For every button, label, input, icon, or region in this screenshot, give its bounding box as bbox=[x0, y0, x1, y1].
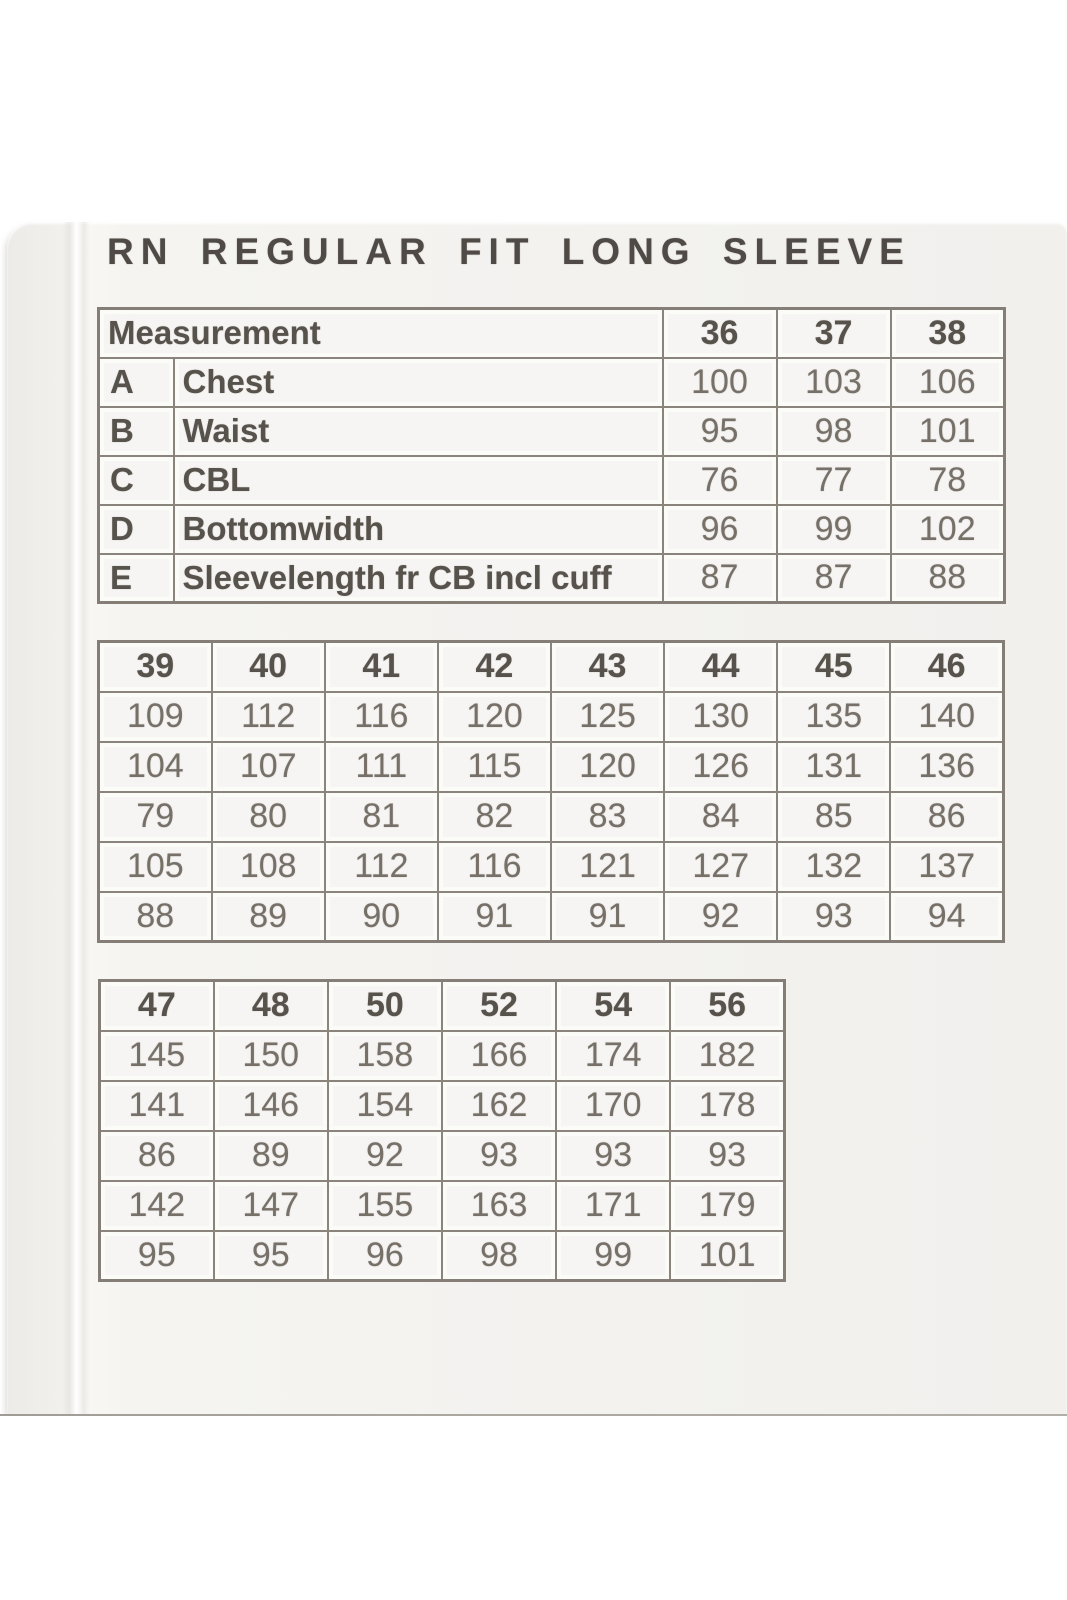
value-cell: 179 bbox=[670, 1181, 784, 1231]
size-header-cell: 40 bbox=[212, 642, 325, 692]
measurement-row bbox=[99, 505, 1005, 554]
value-cell: 95 bbox=[100, 1231, 214, 1281]
value-cell: 132 bbox=[777, 842, 890, 892]
value-row bbox=[99, 892, 1004, 942]
value-cell: 89 bbox=[214, 1131, 328, 1181]
value-cell: 130 bbox=[664, 692, 777, 742]
header-row bbox=[99, 309, 1005, 358]
size-header-cell: 46 bbox=[890, 642, 1003, 692]
value-cell: 100 bbox=[663, 358, 777, 407]
value-cell: 103 bbox=[777, 358, 891, 407]
value-cell: 99 bbox=[556, 1231, 670, 1281]
measurement-name: Bottomwidth bbox=[174, 505, 663, 554]
value-cell: 136 bbox=[890, 742, 1003, 792]
value-cell: 92 bbox=[328, 1131, 442, 1181]
value-cell: 82 bbox=[438, 792, 551, 842]
measurement-name: Waist bbox=[174, 407, 663, 456]
value-cell: 126 bbox=[664, 742, 777, 792]
value-cell: 142 bbox=[100, 1181, 214, 1231]
value-cell: 116 bbox=[438, 842, 551, 892]
value-row bbox=[100, 1231, 785, 1281]
value-cell: 140 bbox=[890, 692, 1003, 742]
measurement-row bbox=[99, 358, 1005, 407]
value-cell: 137 bbox=[890, 842, 1003, 892]
measurement-row bbox=[99, 407, 1005, 456]
measurement-code: A bbox=[99, 358, 174, 407]
value-cell: 105 bbox=[99, 842, 212, 892]
value-cell: 170 bbox=[556, 1081, 670, 1131]
value-cell: 109 bbox=[99, 692, 212, 742]
value-cell: 98 bbox=[442, 1231, 556, 1281]
value-cell: 108 bbox=[212, 842, 325, 892]
value-cell: 162 bbox=[442, 1081, 556, 1131]
value-cell: 106 bbox=[891, 358, 1005, 407]
value-cell: 85 bbox=[777, 792, 890, 842]
size-header-cell: 37 bbox=[777, 309, 891, 358]
value-cell: 120 bbox=[438, 692, 551, 742]
value-cell: 91 bbox=[551, 892, 664, 942]
value-cell: 95 bbox=[663, 407, 777, 456]
value-cell: 171 bbox=[556, 1181, 670, 1231]
measurement-name: Sleevelength fr CB incl cuff bbox=[174, 554, 663, 603]
value-row bbox=[99, 792, 1004, 842]
value-cell: 88 bbox=[891, 554, 1005, 603]
value-cell: 79 bbox=[99, 792, 212, 842]
white-background-area bbox=[0, 1416, 1067, 1600]
value-cell: 98 bbox=[777, 407, 891, 456]
measurement-header: Measurement bbox=[99, 309, 663, 358]
value-cell: 90 bbox=[325, 892, 438, 942]
value-cell: 86 bbox=[890, 792, 1003, 842]
value-cell: 125 bbox=[551, 692, 664, 742]
value-cell: 155 bbox=[328, 1181, 442, 1231]
value-cell: 87 bbox=[777, 554, 891, 603]
value-cell: 163 bbox=[442, 1181, 556, 1231]
value-cell: 115 bbox=[438, 742, 551, 792]
size-table-39-46 bbox=[97, 640, 1005, 943]
value-cell: 154 bbox=[328, 1081, 442, 1131]
value-cell: 81 bbox=[325, 792, 438, 842]
size-header-cell: 39 bbox=[99, 642, 212, 692]
size-header-cell: 38 bbox=[891, 309, 1005, 358]
value-cell: 96 bbox=[663, 505, 777, 554]
value-cell: 83 bbox=[551, 792, 664, 842]
value-cell: 88 bbox=[99, 892, 212, 942]
value-cell: 178 bbox=[670, 1081, 784, 1131]
value-cell: 112 bbox=[212, 692, 325, 742]
value-cell: 89 bbox=[212, 892, 325, 942]
size-header-cell: 50 bbox=[328, 981, 442, 1031]
measurement-code: D bbox=[99, 505, 174, 554]
measurement-row bbox=[99, 456, 1005, 505]
value-cell: 120 bbox=[551, 742, 664, 792]
value-cell: 86 bbox=[100, 1131, 214, 1181]
size-header-cell: 48 bbox=[214, 981, 328, 1031]
value-cell: 78 bbox=[891, 456, 1005, 505]
size-table-36-38 bbox=[97, 307, 1006, 604]
value-cell: 112 bbox=[325, 842, 438, 892]
size-header-cell: 54 bbox=[556, 981, 670, 1031]
value-cell: 93 bbox=[670, 1131, 784, 1181]
value-cell: 77 bbox=[777, 456, 891, 505]
measurement-code: B bbox=[99, 407, 174, 456]
value-cell: 93 bbox=[777, 892, 890, 942]
size-header-cell: 45 bbox=[777, 642, 890, 692]
measurement-code: C bbox=[99, 456, 174, 505]
value-cell: 111 bbox=[325, 742, 438, 792]
measurement-name: Chest bbox=[174, 358, 663, 407]
value-cell: 158 bbox=[328, 1031, 442, 1081]
value-cell: 93 bbox=[556, 1131, 670, 1181]
value-cell: 150 bbox=[214, 1031, 328, 1081]
value-cell: 96 bbox=[328, 1231, 442, 1281]
size-header-cell: 47 bbox=[100, 981, 214, 1031]
header-row bbox=[99, 642, 1004, 692]
measurement-row bbox=[99, 554, 1005, 603]
size-header-cell: 56 bbox=[670, 981, 784, 1031]
value-row bbox=[99, 692, 1004, 742]
header-row bbox=[100, 981, 785, 1031]
value-cell: 174 bbox=[556, 1031, 670, 1081]
value-row bbox=[100, 1081, 785, 1131]
value-row bbox=[100, 1031, 785, 1081]
value-cell: 141 bbox=[100, 1081, 214, 1131]
value-row bbox=[99, 842, 1004, 892]
value-cell: 91 bbox=[438, 892, 551, 942]
value-cell: 95 bbox=[214, 1231, 328, 1281]
value-cell: 93 bbox=[442, 1131, 556, 1181]
label-bottom-edge bbox=[0, 1414, 1067, 1416]
value-cell: 145 bbox=[100, 1031, 214, 1081]
value-cell: 166 bbox=[442, 1031, 556, 1081]
value-cell: 121 bbox=[551, 842, 664, 892]
value-cell: 116 bbox=[325, 692, 438, 742]
value-cell: 104 bbox=[99, 742, 212, 792]
value-cell: 147 bbox=[214, 1181, 328, 1231]
measurement-name: CBL bbox=[174, 456, 663, 505]
size-header-cell: 44 bbox=[664, 642, 777, 692]
size-header-cell: 36 bbox=[663, 309, 777, 358]
value-cell: 102 bbox=[891, 505, 1005, 554]
value-cell: 80 bbox=[212, 792, 325, 842]
value-cell: 135 bbox=[777, 692, 890, 742]
value-cell: 92 bbox=[664, 892, 777, 942]
value-cell: 127 bbox=[664, 842, 777, 892]
value-row bbox=[100, 1181, 785, 1231]
size-table-47-56 bbox=[98, 979, 786, 1282]
size-header-cell: 43 bbox=[551, 642, 664, 692]
value-cell: 101 bbox=[670, 1231, 784, 1281]
size-header-cell: 41 bbox=[325, 642, 438, 692]
value-cell: 182 bbox=[670, 1031, 784, 1081]
value-row bbox=[99, 742, 1004, 792]
measurement-code: E bbox=[99, 554, 174, 603]
value-cell: 99 bbox=[777, 505, 891, 554]
value-cell: 101 bbox=[891, 407, 1005, 456]
value-cell: 76 bbox=[663, 456, 777, 505]
page-title: RN REGULAR FIT LONG SLEEVE bbox=[107, 231, 911, 272]
value-cell: 94 bbox=[890, 892, 1003, 942]
value-row bbox=[100, 1131, 785, 1181]
size-header-cell: 42 bbox=[438, 642, 551, 692]
value-cell: 107 bbox=[212, 742, 325, 792]
size-header-cell: 52 bbox=[442, 981, 556, 1031]
value-cell: 87 bbox=[663, 554, 777, 603]
value-cell: 146 bbox=[214, 1081, 328, 1131]
value-cell: 84 bbox=[664, 792, 777, 842]
value-cell: 131 bbox=[777, 742, 890, 792]
